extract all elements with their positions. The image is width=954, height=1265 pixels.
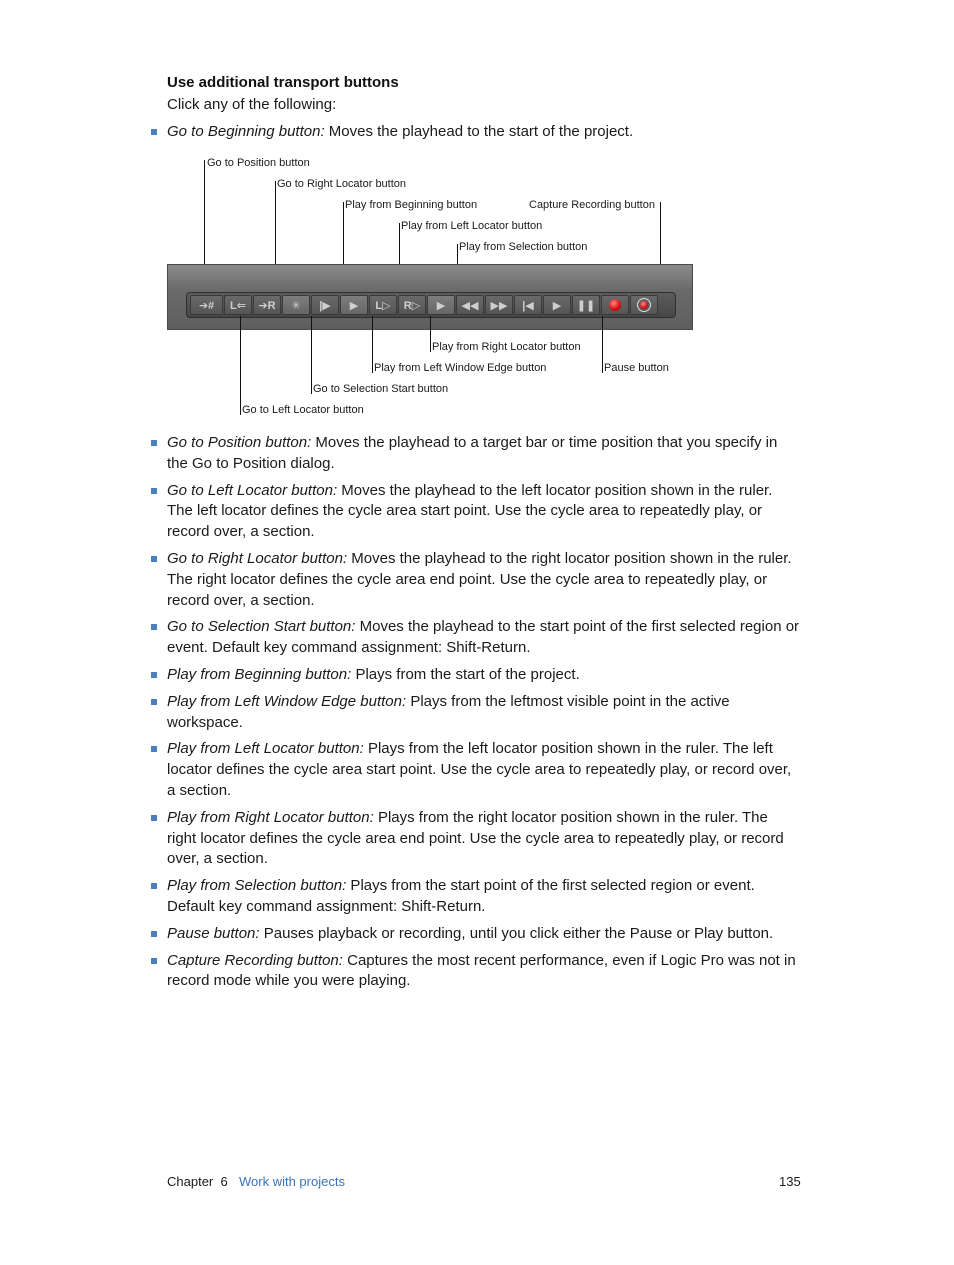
play-button[interactable]: ▶ (543, 295, 571, 315)
bullet-text: Moves the playhead to a target bar or time position that you specify in the Go to Position dialog. (167, 434, 778, 472)
capture-record-icon (637, 298, 651, 312)
page-number: 135 (779, 1174, 801, 1189)
bullet-square-icon (151, 672, 157, 678)
go-to-left-locator-button[interactable]: L⇐ (224, 295, 252, 315)
bullet-text: Captures the most recent performance, even if Logic Pro was not in record mode while you were playing. (167, 951, 796, 990)
list-item (150, 433, 800, 475)
capture-recording-button[interactable] (630, 295, 658, 315)
list-item (150, 617, 800, 659)
bullet-square-icon (151, 129, 157, 135)
play-from-left-locator-button[interactable]: L▷ (369, 295, 397, 315)
play-from-selection-button[interactable]: ▶ (427, 295, 455, 315)
bullet-term: Go to Beginning button: (167, 123, 325, 140)
list-item (150, 481, 800, 543)
leader-line (311, 316, 312, 394)
leader-line (240, 316, 241, 415)
leader-line (372, 316, 373, 373)
bullet-term: Play from Left Window Edge button: (167, 692, 407, 710)
bullet-square-icon (151, 624, 157, 630)
list-item (150, 665, 800, 686)
list-item (150, 876, 800, 918)
record-icon (609, 299, 621, 311)
go-to-beginning-button[interactable]: |◀ (514, 295, 542, 315)
callout-play-from-right-locator: Play from Right Locator button (432, 341, 581, 353)
footer-chapter-link[interactable]: Work with projects (239, 1174, 345, 1189)
bullet-text: Moves the playhead to the left locator position shown in the ruler. The left locator defines the cycle area start point. Use the cycle area to repeatedly play, or record over, a section. (167, 481, 773, 541)
list-item (150, 951, 800, 993)
bullet-term: Go to Selection Start button: (167, 618, 356, 636)
rewind-button[interactable]: ◀◀ (456, 295, 484, 315)
play-from-right-locator-button[interactable]: R▷ (398, 295, 426, 315)
bullet-text: Moves the playhead to the right locator position shown in the ruler. The right locator defines the cycle area end point. Use the cycle area to repeatedly play, or record over, a section. (167, 549, 792, 609)
bullet-square-icon (151, 699, 157, 705)
record-button[interactable] (601, 295, 629, 315)
bullet-square-icon (151, 815, 157, 821)
callout-go-to-right-locator: Go to Right Locator button (277, 178, 407, 190)
bullet-term: Pause button: (167, 924, 260, 942)
bullet-text: Pauses playback or recording, until you click either the Pause or Play button. (259, 924, 774, 942)
list-item (150, 739, 800, 801)
bullet-term: Go to Right Locator button: (167, 549, 348, 567)
bullet-term: Capture Recording button: (167, 951, 343, 969)
fast-forward-button[interactable]: ▶▶ (485, 295, 513, 315)
leader-line (430, 316, 431, 352)
transport-figure (0, 0, 954, 430)
callout-go-to-selection-start: Go to Selection Start button (313, 383, 449, 395)
leader-line (602, 316, 603, 373)
list-item (150, 924, 800, 945)
bullet-text: Plays from the left locator position shown in the ruler. The left locator defines the cycle area start point. Use the cycle area to repeatedly play, or record over, a section. (167, 740, 792, 799)
list-item (150, 549, 800, 611)
bullet-text: Plays from the leftmost visible point in the active workspace. (167, 692, 730, 731)
bullet-square-icon (151, 883, 157, 889)
callout-play-from-beginning: Play from Beginning button (345, 199, 478, 211)
footer-chapter: Chapter 6 (167, 1174, 228, 1189)
bullet-square-icon (151, 958, 157, 964)
description-list (150, 433, 800, 998)
callout-go-to-left-locator: Go to Left Locator button (242, 404, 364, 416)
go-to-position-button[interactable]: ➔# (190, 295, 223, 315)
pause-button[interactable]: ❚❚ (572, 295, 600, 315)
play-from-left-window-edge-button[interactable]: ▶ (340, 295, 368, 315)
bullet-term: Play from Left Locator button: (167, 740, 364, 758)
bullet-square-icon (151, 488, 157, 494)
bullet-square-icon (151, 931, 157, 937)
callout-capture-recording: Capture Recording button (529, 199, 655, 211)
list-item (150, 122, 800, 143)
list-item (150, 692, 800, 734)
section-heading: Use additional transport buttons (167, 74, 399, 91)
list-item (150, 808, 800, 870)
bullet-term: Go to Position button: (167, 434, 312, 451)
bullet-square-icon (151, 746, 157, 752)
callout-go-to-position: Go to Position button (207, 157, 310, 169)
first-bullet-list (150, 122, 800, 149)
callout-pause: Pause button (604, 362, 669, 374)
go-to-right-locator-button[interactable]: ➔R (253, 295, 281, 315)
bullet-text: Moves the playhead to the start of the project. (324, 123, 634, 140)
bullet-term: Play from Selection button: (167, 877, 347, 895)
bullet-term: Go to Left Locator button: (167, 481, 338, 499)
go-to-selection-start-button[interactable]: ✳ (282, 295, 310, 315)
callout-play-from-selection: Play from Selection button (459, 241, 588, 253)
bullet-text: Plays from the start of the project. (351, 665, 580, 683)
bullet-text: Plays from the right locator position shown in the ruler. The right locator defines the cycle area end point. Use the cycle area to repeatedly play, or record over, a section. (167, 808, 784, 868)
callout-play-from-left-window-edge: Play from Left Window Edge button (374, 362, 547, 374)
section-intro: Click any of the following: (167, 96, 337, 113)
bullet-term: Play from Beginning button: (167, 665, 352, 683)
transport-bar (186, 292, 676, 318)
bullet-square-icon (151, 440, 157, 446)
bullet-text: Moves the playhead to the start point of the first selected region or event. Default key command assignment: Shift-Return. (167, 618, 800, 657)
bullet-text: Plays from the start point of the first selected region or event. Default key command assignment: Shift-Return. (167, 877, 755, 915)
bullet-square-icon (151, 556, 157, 562)
bullet-term: Play from Right Locator button: (167, 808, 374, 826)
play-from-beginning-button[interactable]: |▶ (311, 295, 339, 315)
callout-play-from-left-locator: Play from Left Locator button (401, 220, 543, 232)
